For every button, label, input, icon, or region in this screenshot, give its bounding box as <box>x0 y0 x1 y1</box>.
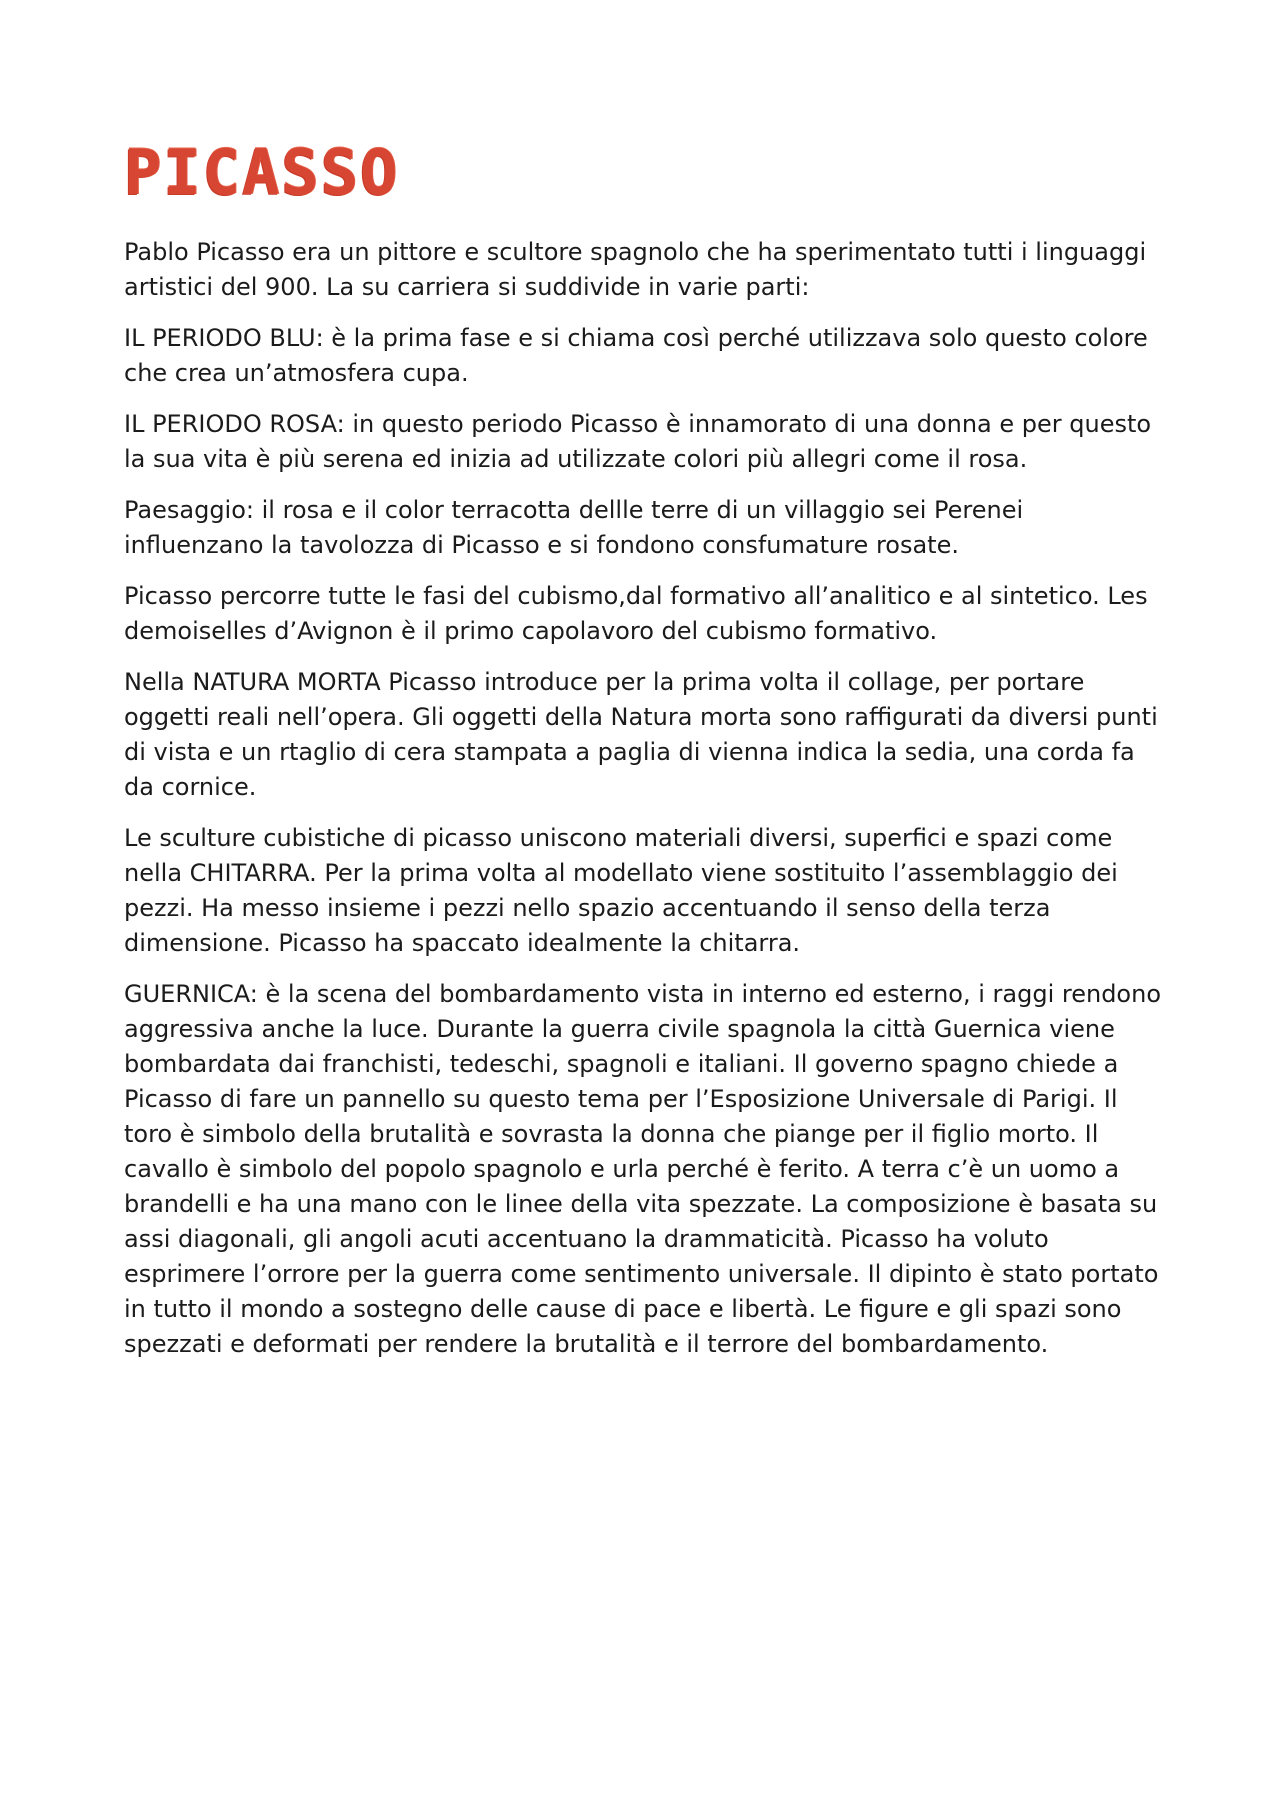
paragraph-periodo-blu: IL PERIODO BLU: è la prima fase e si chiama così perché utilizzava solo questo colore che crea un’atmosfera cupa. <box>124 324 1148 387</box>
paragraph-chitarra: Le sculture cubistiche di picasso uniscono materiali diversi, superfici e spazi come nella CHITARRA. Per la prima volta al modellato viene sostituito l’assemblaggio dei pezzi. Ha messo insieme i pezzi nello spazio accentuando il senso della terza dimensione. Picasso ha spaccato idealmente la chitarra. <box>124 824 1118 957</box>
page-title: PICASSO <box>124 136 400 209</box>
paragraph-periodo-rosa: IL PERIODO ROSA: in questo periodo Picasso è innamorato di una donna e per questo la sua vita è più serena ed inizia ad utilizzate colori più allegri come il rosa. <box>124 410 1152 473</box>
paragraph-cubismo: Picasso percorre tutte le fasi del cubismo,dal formativo all’analitico e al sintetico. Les demoiselles d’Avignon è il primo capolavoro del cubismo formativo. <box>124 582 1148 645</box>
paragraph-paesaggio: Paesaggio: il rosa e il color terracotta dellle terre di un villaggio sei Perenei influenzano la tavolozza di Picasso e si fondono consfumature rosate. <box>124 496 1024 559</box>
document-body <box>124 235 1164 1378</box>
paragraph-guernica: GUERNICA: è la scena del bombardamento vista in interno ed esterno, i raggi rendono aggressiva anche la luce. Durante la guerra civile spagnola la città Guernica viene bombardata dai franchisti, tedeschi, spagnoli e italiani. Il governo spagno chiede a Picasso di fare un pannello su questo tema per l’Esposizione Universale di Parigi. Il toro è simbolo della brutalità e sovrasta la donna che piange per il figlio morto. Il cavallo è simbolo del popolo spagnolo e urla perché è ferito. A terra c’è un uomo a brandelli e ha una mano con le linee della vita spezzate. La composizione è basata su assi diagonali, gli angoli acuti accentuano la drammaticità. Picasso ha voluto esprimere l’orrore per la guerra come sentimento universale. Il dipinto è stato portato in tutto il mondo a sostegno delle cause di pace e libertà. Le figure e gli spazi sono spezzati e deformati per rendere la brutalità e il terrore del bombardamento. <box>124 980 1162 1358</box>
paragraph-natura-morta: Nella NATURA MORTA Picasso introduce per la prima volta il collage, per portare oggetti reali nell’opera. Gli oggetti della Natura morta sono raffigurati da diversi punti di vista e un rtaglio di cera stampata a paglia di vienna indica la sedia, una corda fa da cornice. <box>124 668 1158 801</box>
paragraph-intro: Pablo Picasso era un pittore e scultore spagnolo che ha sperimentato tutti i linguaggi artistici del 900. La su carriera si suddivide in varie parti: <box>124 238 1147 301</box>
